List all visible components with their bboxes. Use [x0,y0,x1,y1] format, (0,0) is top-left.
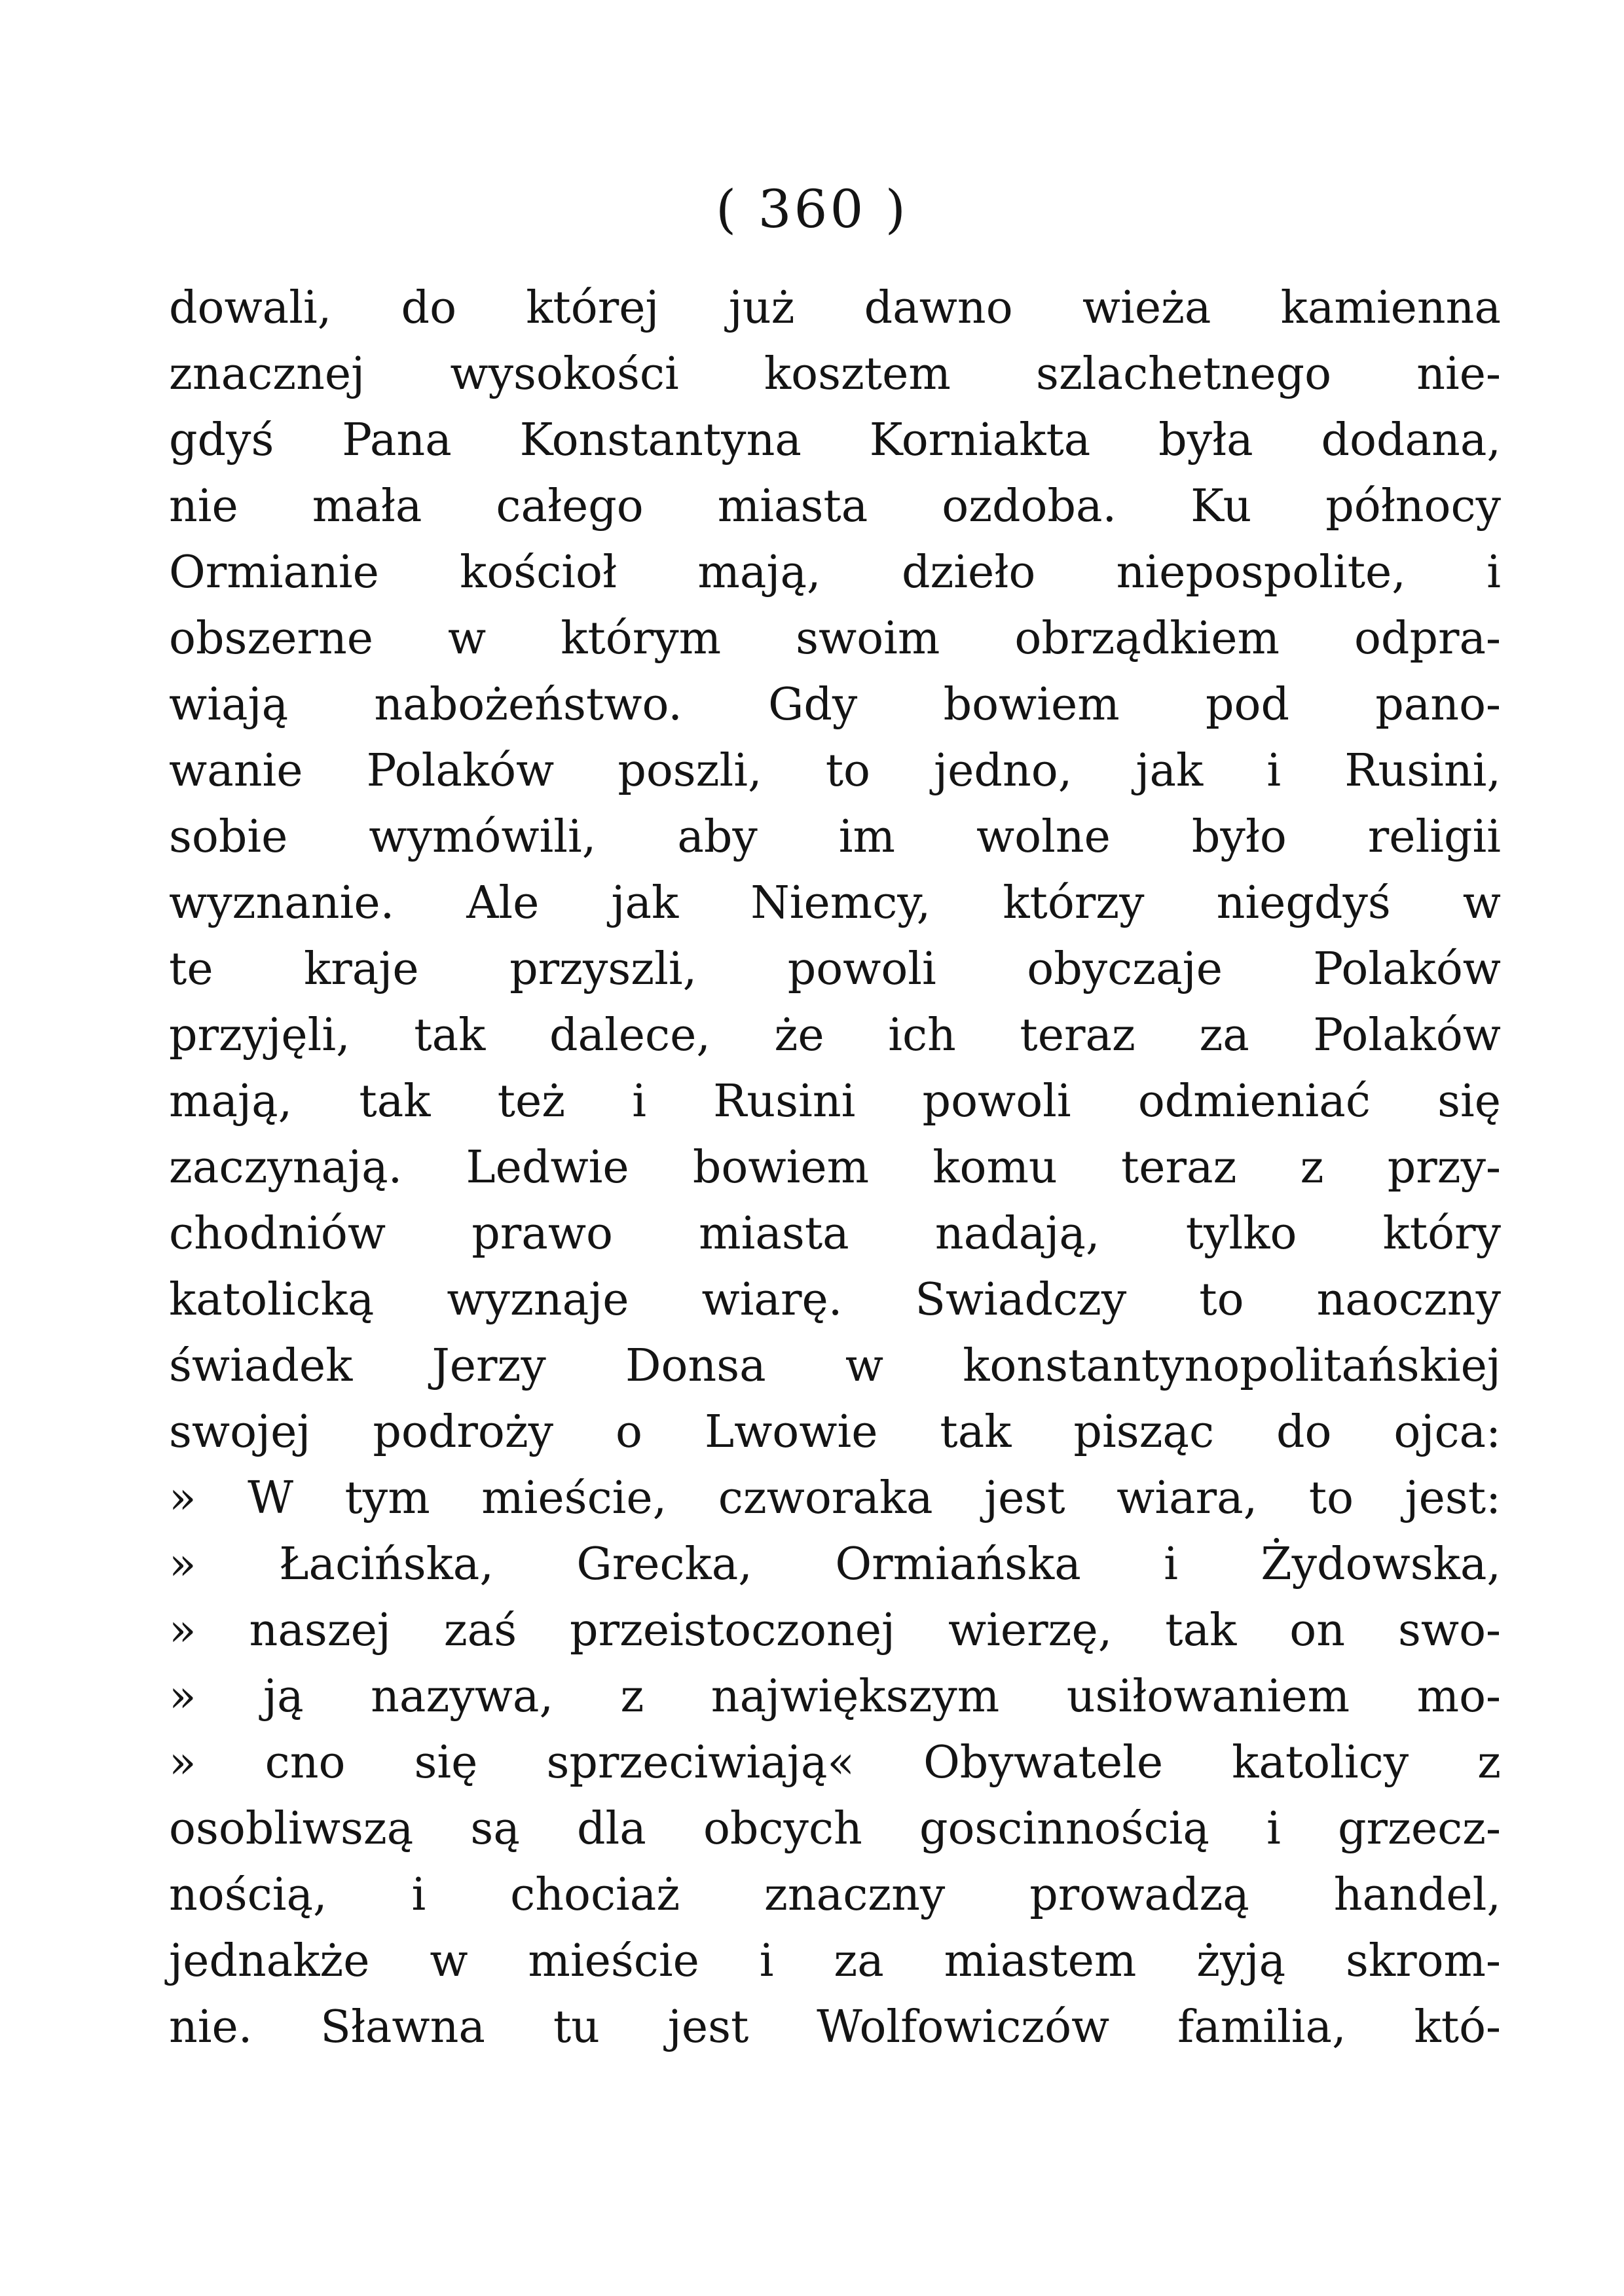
text-line: wyznanie. Ale jak Niemcy, którzy niegdyś w [169,877,1501,929]
text-line: świadek Jerzy Donsa w konstantynopolitańskiej [169,1340,1501,1392]
body-text [169,275,1501,2060]
text-line: zaczynają. Ledwie bowiem komu teraz z przy- [169,1142,1501,1194]
text-line: katolicką wyznaje wiarę. Swiadczy to naoczny [169,1274,1501,1326]
text-line: osobliwszą są dla obcych goscinnością i grzecz- [169,1803,1501,1855]
text-line: dowali, do której już dawno wieża kamienna [169,282,1501,334]
text-line: przyjęli, tak dalece, że ich teraz za Polaków [169,1010,1501,1061]
text-line: gdyś Pana Konstantyna Korniakta była dodana, [169,414,1501,466]
text-line: » Łacińska, Grecka, Ormiańska i Żydowska, [169,1539,1501,1590]
text-line: chodniów prawo miasta nadają, tylko który [169,1208,1501,1260]
text-line: nie. Sławna tu jest Wolfowiczów familia, któ- [169,2001,1501,2053]
text-line: wanie Polaków poszli, to jedno, jak i Rusini, [169,745,1501,797]
text-line: » naszej zaś przeistoczonej wierzę, tak on swo- [169,1605,1501,1656]
text-line: znacznej wysokości kosztem szlachetnego nie- [169,348,1501,400]
text-line: nie mała całego miasta ozdoba. Ku północy [169,481,1501,532]
text-line: mają, tak też i Rusini powoli odmieniać się [169,1076,1501,1127]
page-number-header: ( 360 ) [716,179,908,240]
text-line: swojej podroży o Lwowie tak pisząc do ojca: [169,1406,1501,1458]
text-line: obszerne w którym swoim obrządkiem odpra- [169,613,1501,665]
text-line: te kraje przyszli, powoli obyczaje Polaków [169,943,1501,995]
text-line: nością, i chociaż znaczny prowadzą handel, [169,1869,1501,1921]
text-line: » W tym mieście, czworaka jest wiara, to jest: [169,1472,1501,1524]
text-line: Ormianie kościoł mają, dzieło niepospolite, i [169,547,1501,598]
text-line: jednakże w mieście i za miastem żyją skrom- [169,1935,1501,1987]
text-line: sobie wymówili, aby im wolne było religii [169,811,1501,863]
text-line: » ją nazywa, z największym usiłowaniem mo- [169,1671,1501,1722]
text-line: wiają nabożeństwo. Gdy bowiem pod pano- [169,679,1501,731]
text-line: » cno się sprzeciwiają« Obywatele katolicy z [169,1737,1501,1789]
